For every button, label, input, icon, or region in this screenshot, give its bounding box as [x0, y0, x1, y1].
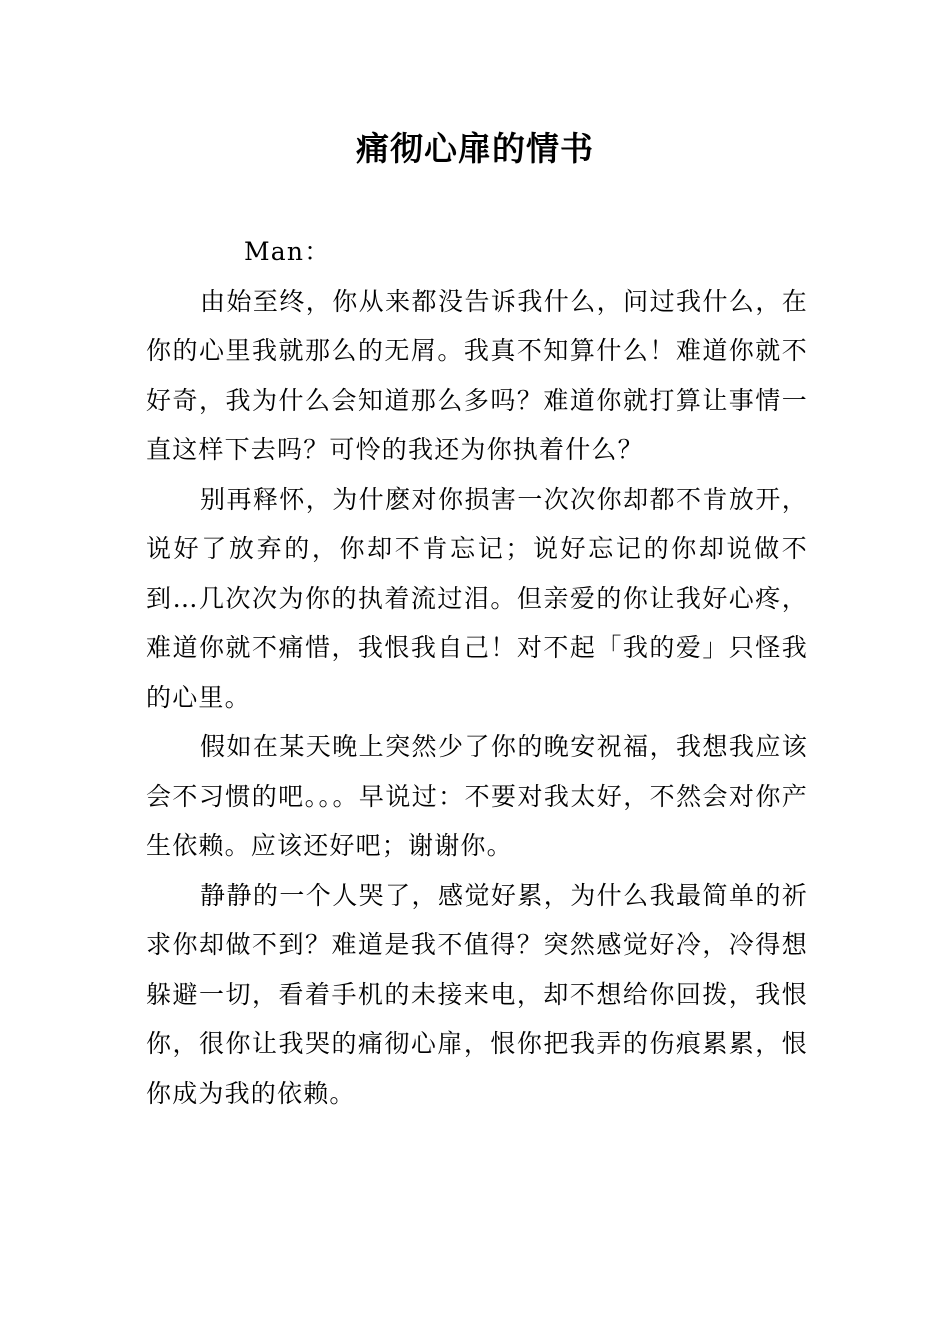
document-title: 痛彻心扉的情书 — [356, 129, 594, 168]
paragraph-1: 由始至终，你从来都没告诉我什么，问过我什么，在你的心里我就那么的无屑。我真不知算什么！难道你就不好奇，我为什么会知道那么多吗？难道你就打算让事情一直这样下去吗？可怜的我还为你执着什么？ — [146, 286, 808, 464]
paragraph-2: 别再释怀，为什麽对你损害一次次你却都不肯放开，说好了放弃的，你却不肯忘记；说好忘记的你却说做不到…几次次为你的执着流过泪。但亲爱的你让我好心疼，难道你就不痛惜，我恨我自己！对不起「我的爱」只怪我的心里。 — [146, 484, 808, 712]
letter-body — [146, 227, 808, 1118]
salutation: Man： — [244, 237, 331, 266]
paragraph-3: 假如在某天晚上突然少了你的晚安祝福，我想我应该会不习惯的吧。。。早说过：不要对我太好，不然会对你产生依赖。应该还好吧；谢谢你。 — [146, 732, 808, 860]
paragraph-4: 静静的一个人哭了，感觉好累，为什么我最简单的祈求你却做不到？难道是我不值得？突然感觉好冷，冷得想躲避一切，看着手机的未接来电，却不想给你回拨，我恨你，很你让我哭的痛彻心扉，恨你把我弄的伤痕累累，恨你成为我的依赖。 — [146, 880, 808, 1108]
